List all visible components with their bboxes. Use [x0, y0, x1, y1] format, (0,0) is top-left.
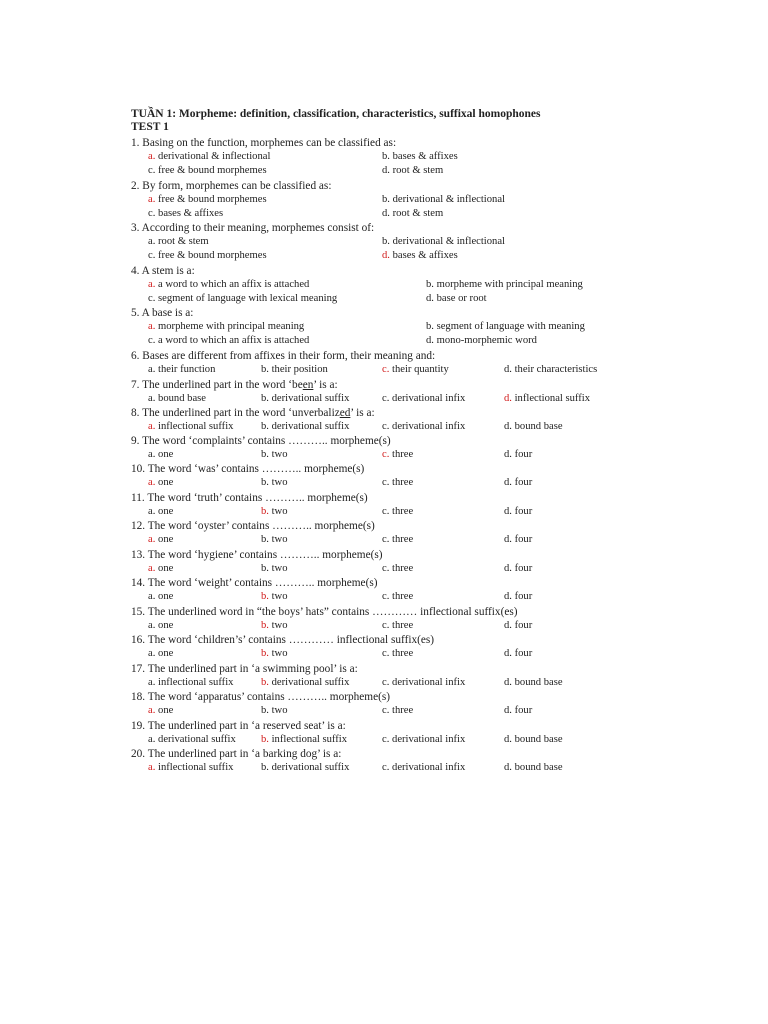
- option-text: bound base: [514, 762, 563, 773]
- option-text: inflectional suffix: [158, 762, 234, 773]
- q12-option-a: [148, 534, 173, 545]
- option-text: four: [514, 620, 533, 631]
- q16-option-c: [382, 648, 413, 659]
- option-text: four: [514, 534, 533, 545]
- option-text: inflectional suffix: [514, 393, 591, 404]
- question-18: 18. The word ‘apparatus’ contains ……….. morpheme(s): [131, 691, 391, 703]
- q11-option-d: [504, 506, 532, 517]
- option-text: two: [271, 506, 288, 517]
- q2-option-d: [382, 208, 443, 219]
- question-20: 20. The underlined part in ‘a barking dog’ is a:: [131, 748, 342, 760]
- question-7: [131, 379, 338, 391]
- q15-option-c: [382, 620, 413, 631]
- q15-option-a: [148, 620, 173, 631]
- option-letter: c.: [382, 393, 390, 404]
- question-text: 8. The underlined part in the word ‘unverbaliz: [131, 407, 340, 419]
- q20-option-d: [504, 762, 563, 773]
- answer-mark: d.: [382, 250, 390, 261]
- option-text: inflectional suffix: [158, 421, 234, 432]
- question-1: 1. Basing on the function, morphemes can be classified as:: [131, 137, 397, 149]
- q11-option-a: [148, 506, 173, 517]
- option-text: bases & affixes: [392, 151, 458, 162]
- option-letter: c.: [382, 705, 390, 716]
- question-16: 16. The word ‘children’s’ contains ………… inflectional suffix(es): [131, 634, 435, 646]
- q7-option-b: [261, 393, 349, 404]
- option-text: four: [514, 506, 533, 517]
- answer-mark: a.: [148, 534, 156, 545]
- option-text: their function: [158, 364, 216, 375]
- q4-option-d: [426, 293, 487, 304]
- option-text: their quantity: [392, 364, 449, 375]
- q16-option-d: [504, 648, 532, 659]
- option-letter: d.: [504, 506, 512, 517]
- option-text: free & bound morphemes: [158, 250, 267, 261]
- answer-mark: a.: [148, 563, 156, 574]
- option-text: root & stem: [392, 165, 444, 176]
- q9-option-b: [261, 449, 288, 460]
- option-text: their characteristics: [514, 364, 598, 375]
- option-letter: d.: [504, 591, 512, 602]
- underlined-part: ed: [339, 407, 351, 419]
- option-text: derivational & inflectional: [158, 151, 271, 162]
- q10-option-a: [148, 477, 173, 488]
- option-text: derivational infix: [392, 734, 466, 745]
- option-text: three: [392, 591, 414, 602]
- option-text: three: [392, 534, 414, 545]
- option-text: four: [514, 591, 533, 602]
- option-text: derivational suffix: [271, 762, 350, 773]
- q20-option-c: [382, 762, 465, 773]
- q2-option-b: [382, 194, 505, 205]
- question-3: 3. According to their meaning, morphemes consist of:: [131, 222, 375, 234]
- option-letter: c.: [382, 534, 390, 545]
- option-text: derivational suffix: [158, 734, 236, 745]
- option-text: one: [158, 506, 174, 517]
- answer-mark: b.: [261, 677, 269, 688]
- option-text: two: [271, 477, 288, 488]
- option-text: four: [514, 648, 533, 659]
- option-letter: c.: [382, 762, 390, 773]
- underlined-part: en: [302, 379, 314, 391]
- answer-mark: b.: [261, 734, 269, 745]
- question-text: ’ is a:: [313, 379, 338, 391]
- answer-mark: a.: [148, 321, 156, 332]
- option-text: a word to which an affix is attached: [158, 279, 310, 290]
- option-text: one: [158, 563, 174, 574]
- q2-option-a: [148, 194, 267, 205]
- q6-option-a: [148, 364, 215, 375]
- option-text: four: [514, 449, 533, 460]
- option-text: base or root: [436, 293, 487, 304]
- option-letter: c.: [382, 591, 390, 602]
- q13-option-d: [504, 563, 532, 574]
- option-text: four: [514, 705, 533, 716]
- answer-mark: b.: [261, 591, 269, 602]
- q12-option-c: [382, 534, 413, 545]
- option-text: three: [392, 449, 414, 460]
- option-letter: d.: [504, 677, 512, 688]
- question-19: 19. The underlined part in ‘a reserved seat’ is a:: [131, 720, 346, 732]
- option-letter: d.: [382, 165, 390, 176]
- option-letter: d.: [504, 563, 512, 574]
- question-13: 13. The word ‘hygiene’ contains ……….. morpheme(s): [131, 549, 383, 561]
- option-letter: d.: [382, 208, 390, 219]
- q15-option-b: [261, 620, 288, 631]
- option-letter: c.: [148, 250, 156, 261]
- answer-mark: b.: [261, 620, 269, 631]
- q14-option-a: [148, 591, 173, 602]
- option-letter: c.: [382, 421, 390, 432]
- question-6: 6. Bases are different from affixes in their form, their meaning and:: [131, 350, 436, 362]
- answer-mark: a.: [148, 762, 156, 773]
- option-text: bound base: [514, 421, 563, 432]
- option-letter: a.: [148, 648, 156, 659]
- q11-option-c: [382, 506, 413, 517]
- option-text: bound base: [514, 677, 563, 688]
- option-text: derivational & inflectional: [392, 194, 505, 205]
- option-text: derivational infix: [392, 421, 466, 432]
- q6-option-c: [382, 364, 449, 375]
- q15-option-d: [504, 620, 532, 631]
- option-letter: d.: [504, 734, 512, 745]
- q6-option-b: [261, 364, 328, 375]
- option-text: bound base: [514, 734, 563, 745]
- option-letter: b.: [382, 151, 390, 162]
- option-letter: a.: [148, 236, 156, 247]
- option-text: mono-morphemic word: [436, 335, 537, 346]
- option-text: inflectional suffix: [271, 734, 348, 745]
- q1-option-a: [148, 151, 270, 162]
- q3-option-c: [148, 250, 267, 261]
- q10-option-d: [504, 477, 532, 488]
- option-letter: b.: [261, 534, 269, 545]
- q8-option-a: [148, 421, 233, 432]
- q6-option-d: [504, 364, 597, 375]
- option-text: bases & affixes: [158, 208, 224, 219]
- option-text: one: [158, 648, 174, 659]
- q7-option-a: [148, 393, 206, 404]
- option-letter: a.: [148, 620, 156, 631]
- option-text: derivational suffix: [271, 421, 350, 432]
- option-letter: b.: [382, 194, 390, 205]
- q14-option-b: [261, 591, 288, 602]
- option-text: three: [392, 648, 414, 659]
- option-text: one: [158, 449, 174, 460]
- q18-option-a: [148, 705, 173, 716]
- option-letter: d.: [426, 335, 434, 346]
- q12-option-b: [261, 534, 288, 545]
- option-letter: b.: [426, 279, 434, 290]
- option-text: morpheme with principal meaning: [158, 321, 305, 332]
- option-letter: d.: [504, 648, 512, 659]
- q13-option-b: [261, 563, 288, 574]
- option-letter: b.: [261, 449, 269, 460]
- q19-option-d: [504, 734, 563, 745]
- option-text: four: [514, 563, 533, 574]
- option-text: three: [392, 506, 414, 517]
- q16-option-a: [148, 648, 173, 659]
- option-letter: a.: [148, 734, 156, 745]
- option-text: one: [158, 477, 174, 488]
- option-letter: c.: [382, 563, 390, 574]
- answer-mark: a.: [148, 279, 156, 290]
- question-14: 14. The word ‘weight’ contains ……….. morpheme(s): [131, 577, 378, 589]
- option-text: one: [158, 591, 174, 602]
- option-letter: c.: [148, 165, 156, 176]
- q5-option-c: [148, 335, 309, 346]
- question-2: 2. By form, morphemes can be classified as:: [131, 180, 332, 192]
- option-letter: a.: [148, 364, 156, 375]
- option-text: three: [392, 477, 414, 488]
- option-text: a word to which an affix is attached: [158, 335, 310, 346]
- option-letter: a.: [148, 449, 156, 460]
- answer-mark: a.: [148, 705, 156, 716]
- q3-option-a: [148, 236, 209, 247]
- q5-option-d: [426, 335, 537, 346]
- option-text: inflectional suffix: [158, 677, 234, 688]
- option-letter: b.: [261, 421, 269, 432]
- option-text: three: [392, 705, 414, 716]
- option-text: bound base: [158, 393, 206, 404]
- q4-option-b: [426, 279, 583, 290]
- q19-option-b: [261, 734, 347, 745]
- q12-option-d: [504, 534, 532, 545]
- option-letter: c.: [382, 677, 390, 688]
- option-text: two: [271, 449, 288, 460]
- option-letter: a.: [148, 506, 156, 517]
- q8-option-d: [504, 421, 563, 432]
- q20-option-b: [261, 762, 349, 773]
- option-letter: a.: [148, 591, 156, 602]
- q10-option-b: [261, 477, 288, 488]
- question-15: 15. The underlined word in “the boys’ hats” contains ………… inflectional suffix(es): [131, 606, 518, 618]
- option-letter: b.: [261, 563, 269, 574]
- q18-option-b: [261, 705, 288, 716]
- q13-option-a: [148, 563, 173, 574]
- option-letter: c.: [382, 648, 390, 659]
- option-letter: b.: [261, 477, 269, 488]
- question-text: ’ is a:: [350, 407, 375, 419]
- question-4: 4. A stem is a:: [131, 265, 195, 277]
- q2-option-c: [148, 208, 223, 219]
- option-letter: d.: [504, 705, 512, 716]
- q17-option-c: [382, 677, 465, 688]
- question-5: 5. A base is a:: [131, 307, 194, 319]
- answer-mark: a.: [148, 194, 156, 205]
- option-letter: d.: [426, 293, 434, 304]
- question-text: 7. The underlined part in the word ‘be: [131, 379, 303, 391]
- option-letter: c.: [382, 506, 390, 517]
- q8-option-b: [261, 421, 349, 432]
- option-text: two: [271, 563, 288, 574]
- q14-option-c: [382, 591, 413, 602]
- option-text: three: [392, 620, 414, 631]
- q1-option-b: [382, 151, 458, 162]
- option-text: segment of language with lexical meaning: [158, 293, 338, 304]
- option-letter: b.: [261, 705, 269, 716]
- q14-option-d: [504, 591, 532, 602]
- q16-option-b: [261, 648, 288, 659]
- option-text: free & bound morphemes: [158, 194, 267, 205]
- option-letter: b.: [426, 321, 434, 332]
- option-letter: a.: [148, 393, 156, 404]
- option-text: free & bound morphemes: [158, 165, 267, 176]
- q9-option-d: [504, 449, 532, 460]
- option-letter: c.: [148, 293, 156, 304]
- q17-option-b: [261, 677, 349, 688]
- option-letter: d.: [504, 762, 512, 773]
- q8-option-c: [382, 421, 465, 432]
- q18-option-c: [382, 705, 413, 716]
- q5-option-b: [426, 321, 585, 332]
- option-letter: c.: [382, 734, 390, 745]
- q17-option-d: [504, 677, 563, 688]
- q3-option-d: [382, 250, 458, 261]
- option-text: two: [271, 591, 288, 602]
- answer-mark: d.: [504, 393, 512, 404]
- question-17: 17. The underlined part in ‘a swimming pool’ is a:: [131, 663, 358, 675]
- option-text: one: [158, 534, 174, 545]
- q7-option-d: [504, 393, 590, 404]
- q7-option-c: [382, 393, 465, 404]
- q3-option-b: [382, 236, 505, 247]
- option-text: derivational infix: [392, 677, 466, 688]
- q13-option-c: [382, 563, 413, 574]
- option-letter: d.: [504, 620, 512, 631]
- option-letter: b.: [382, 236, 390, 247]
- option-text: segment of language with meaning: [436, 321, 585, 332]
- q18-option-d: [504, 705, 532, 716]
- q19-option-c: [382, 734, 465, 745]
- question-10: 10. The word ‘was’ contains ……….. morpheme(s): [131, 463, 365, 475]
- answer-mark: a.: [148, 421, 156, 432]
- option-letter: d.: [504, 421, 512, 432]
- option-letter: b.: [261, 364, 269, 375]
- option-text: two: [271, 534, 288, 545]
- option-letter: c.: [148, 335, 156, 346]
- answer-mark: a.: [148, 477, 156, 488]
- q1-option-d: [382, 165, 443, 176]
- page-title: TUẦN 1: Morpheme: definition, classification, characteristics, suffixal homophones: [131, 108, 541, 120]
- q9-option-c: [382, 449, 413, 460]
- q20-option-a: [148, 762, 233, 773]
- option-text: root & stem: [392, 208, 444, 219]
- question-12: 12. The word ‘oyster’ contains ……….. morpheme(s): [131, 520, 375, 532]
- option-letter: d.: [504, 449, 512, 460]
- question-8: [131, 407, 375, 419]
- option-letter: c.: [382, 620, 390, 631]
- q4-option-a: [148, 279, 309, 290]
- option-text: two: [271, 620, 288, 631]
- option-text: derivational suffix: [271, 393, 350, 404]
- option-letter: d.: [504, 364, 512, 375]
- answer-mark: c.: [382, 449, 390, 460]
- option-letter: b.: [261, 762, 269, 773]
- q19-option-a: [148, 734, 236, 745]
- answer-mark: c.: [382, 364, 390, 375]
- question-9: 9. The word ‘complaints’ contains ……….. morpheme(s): [131, 435, 391, 447]
- option-text: their position: [271, 364, 328, 375]
- option-text: four: [514, 477, 533, 488]
- option-letter: a.: [148, 677, 156, 688]
- test-label: TEST 1: [131, 121, 169, 133]
- option-text: bases & affixes: [392, 250, 458, 261]
- option-text: derivational infix: [392, 393, 466, 404]
- q17-option-a: [148, 677, 233, 688]
- option-text: derivational suffix: [271, 677, 350, 688]
- answer-mark: a.: [148, 151, 156, 162]
- q4-option-c: [148, 293, 337, 304]
- question-11: 11. The word ‘truth’ contains ……….. morpheme(s): [131, 492, 368, 504]
- option-letter: c.: [382, 477, 390, 488]
- option-text: derivational infix: [392, 762, 466, 773]
- option-letter: b.: [261, 393, 269, 404]
- option-text: two: [271, 648, 288, 659]
- option-text: derivational & inflectional: [392, 236, 505, 247]
- answer-mark: b.: [261, 648, 269, 659]
- option-text: root & stem: [158, 236, 209, 247]
- q5-option-a: [148, 321, 304, 332]
- option-text: one: [158, 620, 174, 631]
- option-text: morpheme with principal meaning: [436, 279, 583, 290]
- q10-option-c: [382, 477, 413, 488]
- option-letter: c.: [148, 208, 156, 219]
- option-text: three: [392, 563, 414, 574]
- option-letter: d.: [504, 477, 512, 488]
- q9-option-a: [148, 449, 173, 460]
- q11-option-b: [261, 506, 288, 517]
- option-letter: d.: [504, 534, 512, 545]
- option-text: two: [271, 705, 288, 716]
- answer-mark: b.: [261, 506, 269, 517]
- option-text: one: [158, 705, 174, 716]
- q1-option-c: [148, 165, 267, 176]
